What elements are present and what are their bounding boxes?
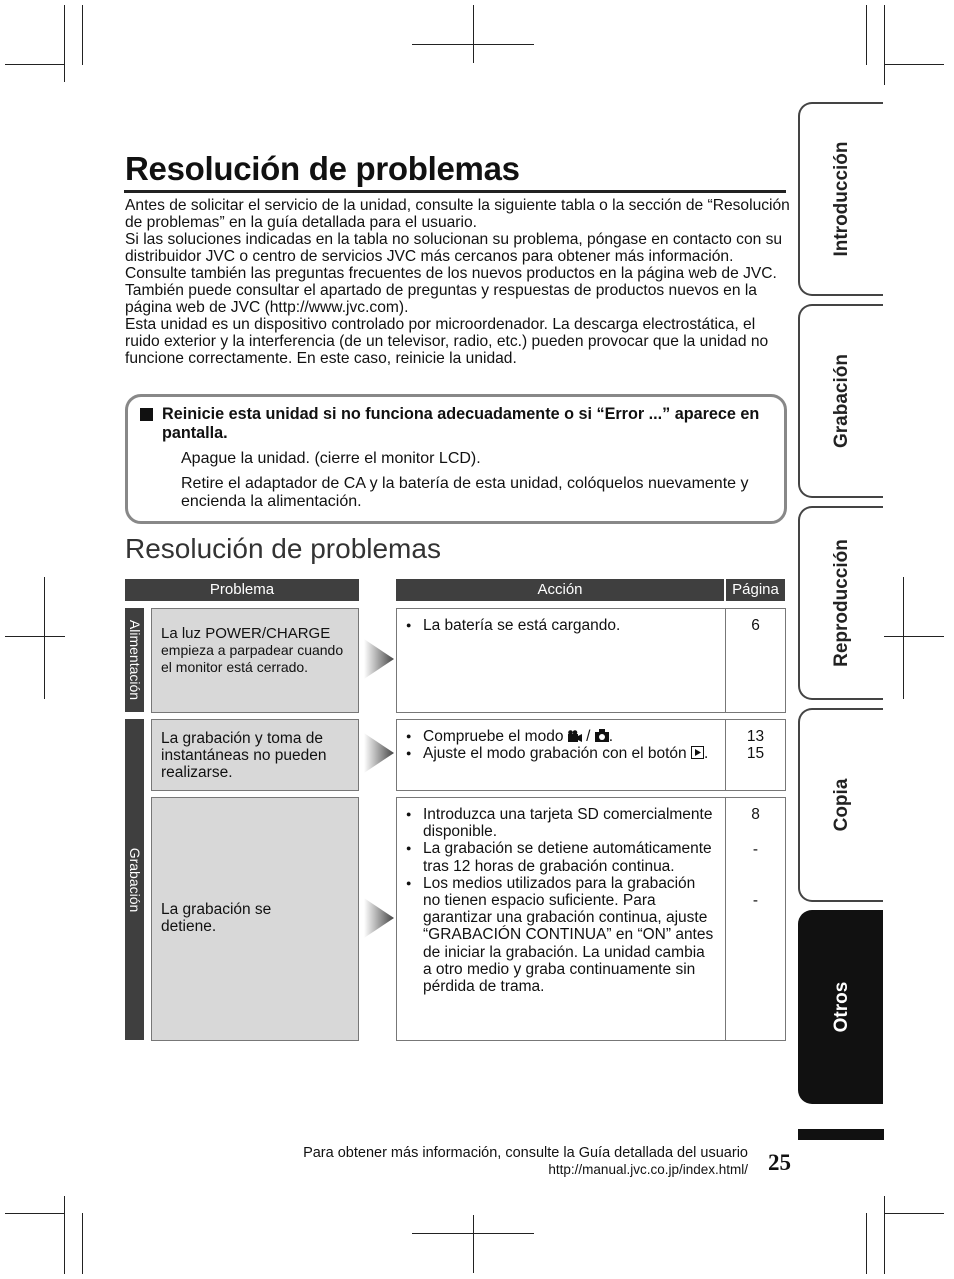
action-item: ● Compruebe el modo / . [396, 728, 726, 745]
action-list [396, 608, 726, 713]
tab-grabacion[interactable]: Grabación [798, 304, 883, 498]
action-item: ● Los medios utilizados para la grabación no tienen espacio suficiente. Para garantizar una grabación continua, ajuste “GRABACIÓN CONTINUA” en “ON” antes de iniciar la grabación. La unidad cambia a otro medio y graba continuamente sin pérdida de trama. [396, 875, 714, 995]
tab-copia[interactable]: Copia [798, 708, 883, 902]
intro-paragraph: Si las soluciones indicadas en la tabla no solucionan su problema, póngase en contacto con su distribuidor JVC o centro de servicios JVC más cercanos para obtener más información. Consulte también las preguntas frecuentes de los nuevos productos en la página web de JVC. [125, 231, 783, 282]
tab-reproduccion[interactable]: Reproducción [798, 506, 883, 700]
category-power [125, 608, 144, 712]
section-subtitle: Resolución de problemas [125, 533, 441, 564]
intro-text [125, 197, 790, 367]
header-page: Página [726, 579, 785, 601]
page-ref: 13 [746, 728, 765, 745]
camera-mode-icon [595, 729, 609, 742]
problem-text: La grabación se detiene. [161, 901, 272, 935]
action-item: ● La batería se está cargando. [396, 617, 726, 634]
action-item: ● Ajuste el modo grabación con el botón . [396, 745, 726, 762]
page-number: 25 [768, 1150, 791, 1175]
tab-otros[interactable]: Otros [798, 910, 883, 1104]
footer-note: Para obtener más información, consulte la Guía detallada del usuario [303, 1145, 748, 1161]
intro-paragraph: Esta unidad es un dispositivo controlado por microordenador. La descarga electrostática, el ruido exterior y la interferencia (de un televisor, radio, etc.) pueden provocar que la unidad no funcione correctamente. En este caso, reinicie la unidad. [125, 316, 769, 367]
arrow-icon [362, 731, 396, 775]
page-ref: 8 [751, 806, 760, 823]
page-ref: 15 [746, 745, 765, 762]
page-ref: 6 [751, 617, 760, 634]
page-title: Resolución de problemas [125, 150, 520, 187]
tab-bar-marker [798, 1129, 884, 1140]
header-problem: Problema [125, 579, 359, 601]
page-ref: - [752, 841, 759, 858]
action-item: ● La grabación se detiene automáticamente tras 12 horas de grabación continua. [396, 840, 714, 874]
intro-paragraph: Antes de solicitar el servicio de la unidad, consulte la siguiente tabla o la sección de “Resolución de problemas” en la guía detallada para el usuario. [125, 197, 790, 231]
title-rule [124, 190, 786, 193]
problem-cell [151, 797, 359, 1041]
action-list [396, 719, 726, 791]
reset-step-2: Retire el adaptador de CA y la batería de esta unidad, colóquelos nuevamente y encienda la alimentación. [181, 475, 749, 510]
reset-heading-text: Reinicie esta unidad si no funciona adecuadamente o si “Error ...” aparece en pantalla. [162, 405, 760, 442]
problem-text: La grabación y toma de instantáneas no pueden realizarse. [161, 730, 327, 781]
action-list [396, 797, 714, 1041]
problem-cell [151, 608, 359, 713]
problem-text: empieza a parpadear cuando el monitor está cerrado. [161, 642, 344, 675]
column-divider [725, 797, 726, 1041]
arrow-icon [362, 637, 396, 681]
footer-url[interactable]: http://manual.jvc.co.jp/index.html/ [548, 1162, 748, 1177]
reset-step-1: Apague la unidad. (cierre el monitor LCD). [181, 450, 481, 467]
page-ref: - [752, 892, 759, 909]
action-item: ● Introduzca una tarjeta SD comercialmente disponible. [396, 806, 714, 840]
tab-introduccion[interactable]: Introducción [798, 102, 883, 296]
play-button-icon [691, 746, 704, 759]
reset-heading [140, 405, 770, 443]
category-power-label: Alimentación [126, 619, 143, 701]
problem-text: La luz POWER/CHARGE [161, 625, 331, 642]
category-recording-label: Grabación [126, 847, 143, 912]
intro-paragraph: También puede consultar el apartado de preguntas y respuestas de productos nuevos en la página web de JVC (http://www.jvc.com). [125, 282, 757, 316]
video-mode-icon [568, 730, 582, 742]
arrow-icon [362, 896, 396, 940]
square-bullet-icon [140, 408, 153, 421]
problem-cell [151, 719, 359, 791]
header-action: Acción [396, 579, 724, 601]
category-recording [125, 719, 144, 1040]
